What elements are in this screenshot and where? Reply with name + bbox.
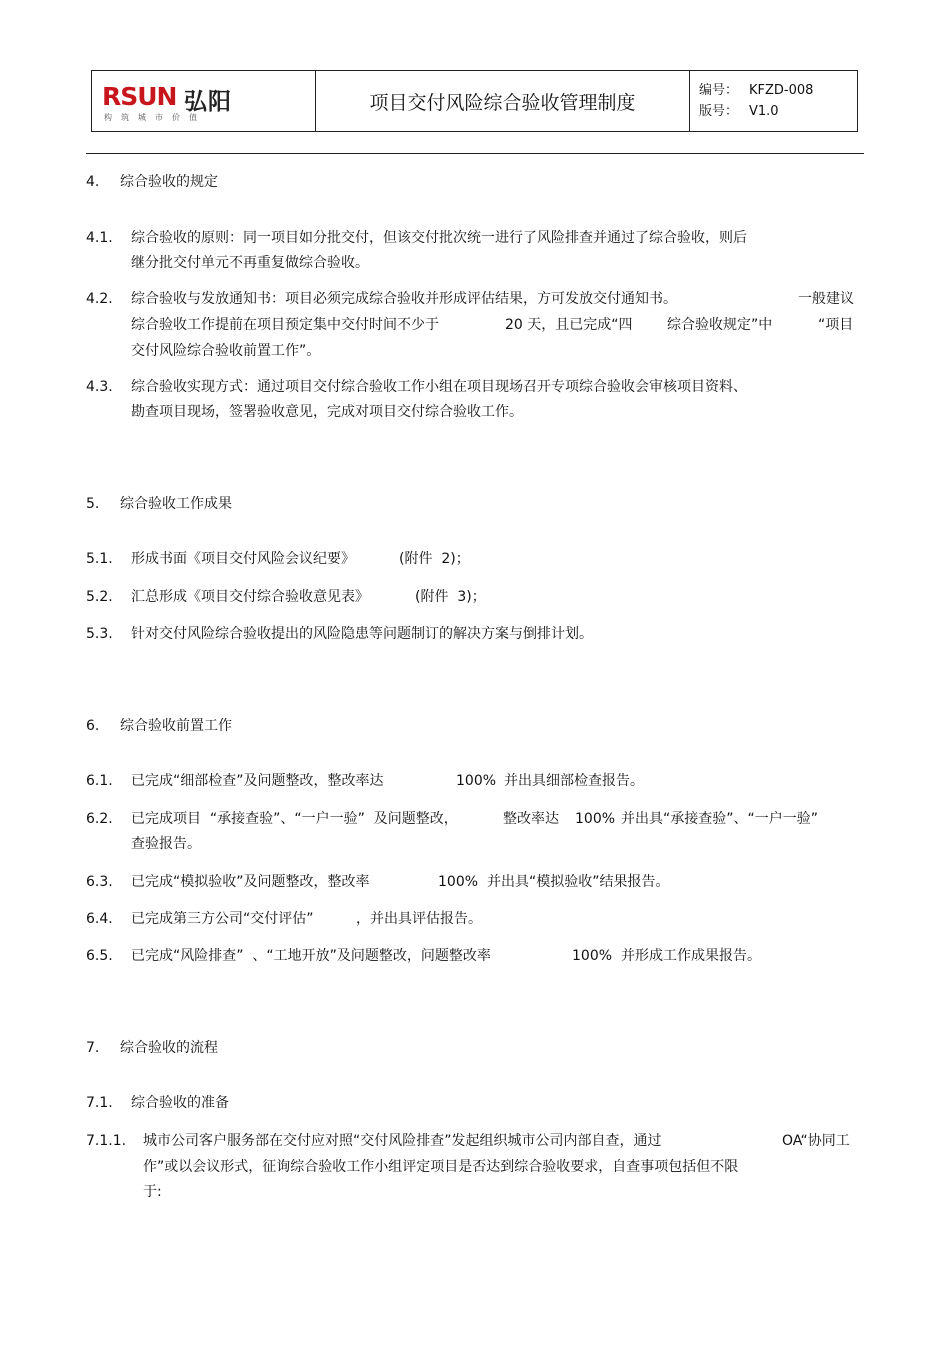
clause-text: 勘查项目现场，签署验收意见，完成对项目交付综合验收工作。	[131, 404, 523, 420]
clause-text: 继分批交付单元不再重复做综合验收。	[131, 255, 369, 271]
clause-text: 已完成“模拟验收”及问题整改，整改率	[131, 874, 370, 890]
clause-number: 7.1.1.	[86, 1133, 127, 1149]
clause-text: 城市公司客户服务部在交付应对照“交付风险排查”发起组织城市公司内部自查，通过	[143, 1133, 662, 1149]
clause-text: 查验报告。	[131, 836, 201, 852]
version-value: V1.0	[749, 104, 779, 119]
clause-text: 已完成“风险排查” 、“工地开放”及问题整改，问题整改率	[131, 948, 491, 964]
section-number: 4.	[86, 174, 100, 190]
clause-text: 综合验收规定”中	[667, 317, 773, 333]
section-title: 综合验收前置工作	[120, 718, 232, 734]
section-title: 综合验收工作成果	[120, 496, 232, 512]
document-header	[91, 70, 858, 132]
clause-text: 并出具细部检查报告。	[504, 773, 644, 789]
clause-text: 综合验收与发放通知书：项目必须完成综合验收并形成评估结果，方可发放交付通知书。	[131, 291, 677, 307]
clause-text: (附件 2)；	[399, 551, 470, 567]
clause-text: 交付风险综合验收前置工作”。	[131, 343, 321, 359]
clause-text: 综合验收工作提前在项目预定集中交付时间不少于	[131, 317, 439, 333]
clause-text: 整改率达	[503, 811, 559, 827]
document-version	[699, 101, 857, 122]
clause-number: 4.3.	[86, 379, 113, 395]
clause-text: 100%	[438, 874, 479, 890]
clause-text: (附件 3)；	[415, 589, 486, 605]
subsection-title: 综合验收的准备	[131, 1095, 229, 1111]
section-number: 7.	[86, 1040, 100, 1056]
clause-text: 汇总形成《项目交付综合验收意见表》	[131, 589, 369, 605]
clause-text: 已完成“细部检查”及问题整改，整改率达	[131, 773, 384, 789]
clause-text: 并出具“承接查验”、“一户一验”	[621, 811, 819, 827]
logo-slogan: 构筑城市价值	[104, 113, 206, 122]
clause-text: 100%	[456, 773, 497, 789]
clause-number: 5.3.	[86, 626, 113, 642]
clause-text: OA“协同工	[782, 1133, 850, 1149]
clause-number: 6.3.	[86, 874, 113, 890]
section-title: 综合验收的规定	[120, 174, 218, 190]
code-label: 编号：	[699, 83, 739, 98]
clause-text: 综合验收实现方式：通过项目交付综合验收工作小组在项目现场召开专项综合验收会审核项目资料、	[131, 379, 747, 395]
version-label: 版号：	[699, 104, 739, 119]
code-value: KFZD-008	[749, 83, 814, 98]
document-title: 项目交付风险综合验收管理制度	[316, 71, 690, 131]
document-code	[699, 80, 857, 101]
clause-text: 已完成第三方公司“交付评估”	[131, 911, 314, 927]
clause-text: 20 天，且已完成“四	[505, 317, 633, 333]
section-number: 5.	[86, 496, 100, 512]
clause-number: 4.1.	[86, 230, 113, 246]
clause-text: 并出具“模拟验收”结果报告。	[487, 874, 670, 890]
clause-text: 针对交付风险综合验收提出的风险隐患等问题制订的解决方案与倒排计划。	[131, 626, 593, 642]
company-logo	[102, 82, 254, 124]
clause-text: 100%	[572, 948, 613, 964]
logo-cell	[92, 71, 316, 131]
clause-text: 并形成工作成果报告。	[621, 948, 761, 964]
logo-chinese-name: 弘阳	[184, 89, 232, 115]
logo-brand: RSUN	[102, 82, 177, 111]
clause-text: 于:	[143, 1184, 162, 1200]
clause-number: 5.2.	[86, 589, 113, 605]
clause-text: ，并出具评估报告。	[356, 911, 482, 927]
section-number: 6.	[86, 718, 100, 734]
header-divider	[86, 153, 864, 154]
clause-text: 作”或以会议形式，征询综合验收工作小组评定项目是否达到综合验收要求，自查事项包括但不限	[143, 1159, 739, 1175]
document-code-cell	[690, 71, 857, 131]
clause-text: 已完成项目 “承接查验”、“一户一验” 及问题整改，	[131, 811, 458, 827]
clause-text: 形成书面《项目交付风险会议纪要》	[131, 551, 355, 567]
clause-number: 4.2.	[86, 291, 113, 307]
clause-text: 100%	[575, 811, 616, 827]
clause-text: 一般建议	[798, 291, 854, 307]
clause-number: 5.1.	[86, 551, 113, 567]
clause-text: “项目	[818, 317, 854, 333]
section-title: 综合验收的流程	[120, 1040, 218, 1056]
clause-number: 6.4.	[86, 911, 113, 927]
clause-number: 6.2.	[86, 811, 113, 827]
clause-number: 7.1.	[86, 1095, 113, 1111]
clause-text: 综合验收的原则：同一项目如分批交付，但该交付批次统一进行了风险排查并通过了综合验收，则后	[131, 230, 747, 246]
clause-number: 6.5.	[86, 948, 113, 964]
clause-number: 6.1.	[86, 773, 113, 789]
